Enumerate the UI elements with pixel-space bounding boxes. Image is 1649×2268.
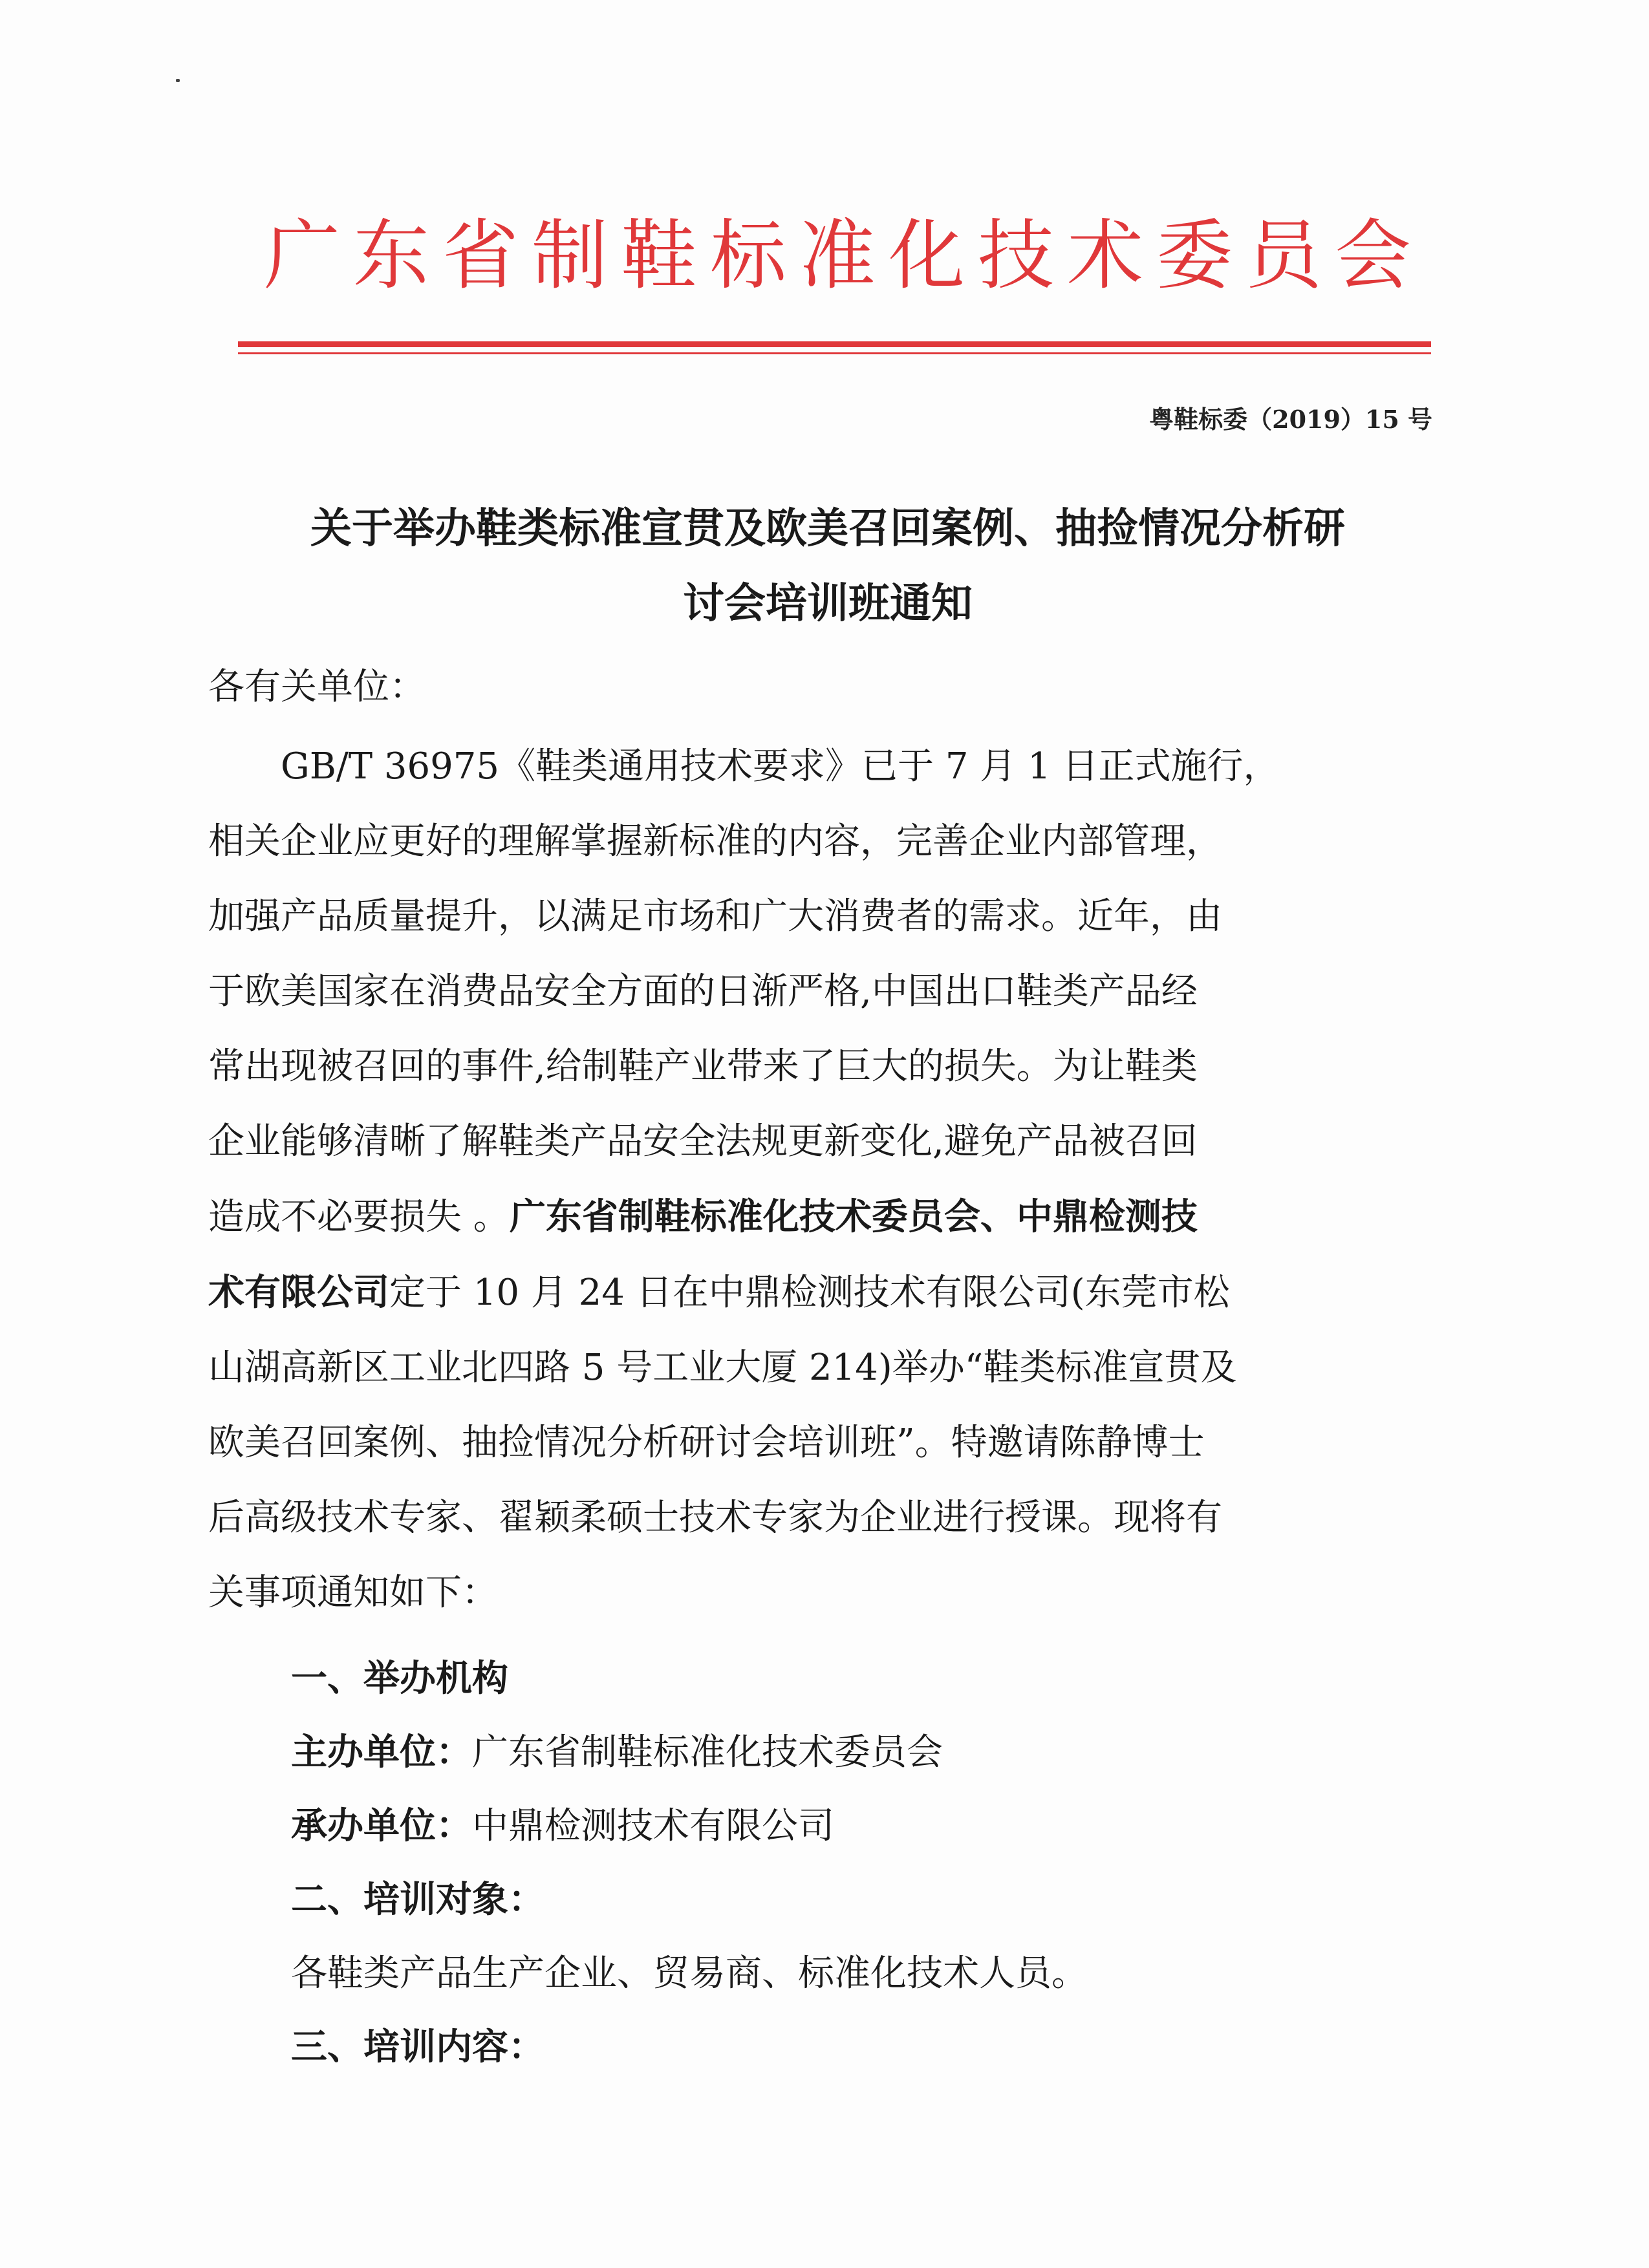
notice-title-line-1: 关于举办鞋类标准宣贯及欧美召回案例、抽捡情况分析研 (310, 505, 1345, 553)
host-unit (291, 1724, 943, 1775)
notice-title (194, 491, 1461, 641)
document-number: 粤鞋标委（2019）15 号 (1149, 405, 1432, 434)
host-unit-value: 广东省制鞋标准化技术委员会 (472, 1731, 943, 1773)
body-line: 欧美召回案例、抽捡情况分析研讨会培训班”。特邀请陈静博士 (208, 1422, 1205, 1464)
notice-title-line-2: 讨会培训班通知 (683, 580, 973, 628)
organizer-unit-label: 承办单位： (291, 1804, 472, 1847)
body-line (208, 1255, 1417, 1331)
organizer-unit-value: 中鼎检测技术有限公司 (472, 1805, 834, 1847)
scan-speck (176, 79, 180, 82)
body-text-bold: 术有限公司 (208, 1271, 389, 1314)
body-line: 后高级技术专家、翟颖柔硕士技术专家为企业进行授课。现将有 (208, 1497, 1222, 1539)
section-1-heading: 一、举办机构 (291, 1658, 508, 1700)
letterhead-rule-thick (238, 341, 1431, 347)
body-line: 山湖高新区工业北四路 5 号工业大厦 214)举办“鞋类标准宣贯及 (208, 1347, 1237, 1389)
body-line: 关事项通知如下： (208, 1572, 498, 1614)
section-3-heading: 三、培训内容： (291, 2026, 544, 2068)
host-unit-label: 主办单位： (291, 1731, 472, 1773)
section-2-heading: 二、培训对象： (291, 1879, 544, 1921)
body-text-bold: 广东省制鞋标准化技术委员会、中鼎检测技 (509, 1195, 1198, 1238)
letterhead-rule-thin (238, 352, 1431, 354)
body-line: 于欧美国家在消费品安全方面的日渐严格,中国出口鞋类产品经 (208, 970, 1198, 1012)
training-audience: 各鞋类产品生产企业、贸易商、标准化技术人员。 (291, 1952, 1088, 1995)
body-line (208, 1179, 1417, 1255)
salutation: 各有关单位： (208, 666, 426, 708)
body-text-plain: 造成不必要损失 。 (208, 1196, 510, 1238)
organizer-unit (291, 1797, 834, 1849)
notice-body (208, 729, 1417, 1631)
body-line: 常出现被召回的事件,给制鞋产业带来了巨大的损失。为让鞋类 (208, 1045, 1198, 1087)
body-line: GB/T 36975《鞋类通用技术要求》已于 7 月 1 日正式施行， (208, 745, 1280, 787)
body-line: 相关企业应更好的理解掌握新标准的内容，完善企业内部管理， (208, 820, 1222, 862)
letterhead-organization: 广东省制鞋标准化技术委员会 (263, 211, 1424, 300)
body-line: 企业能够清晰了解鞋类产品安全法规更新变化,避免产品被召回 (208, 1120, 1198, 1162)
body-text-plain: 定于 10 月 24 日在中鼎检测技术有限公司(东莞市松 (389, 1272, 1230, 1314)
body-line: 加强产品质量提升，以满足市场和广大消费者的需求。近年，由 (208, 895, 1222, 937)
